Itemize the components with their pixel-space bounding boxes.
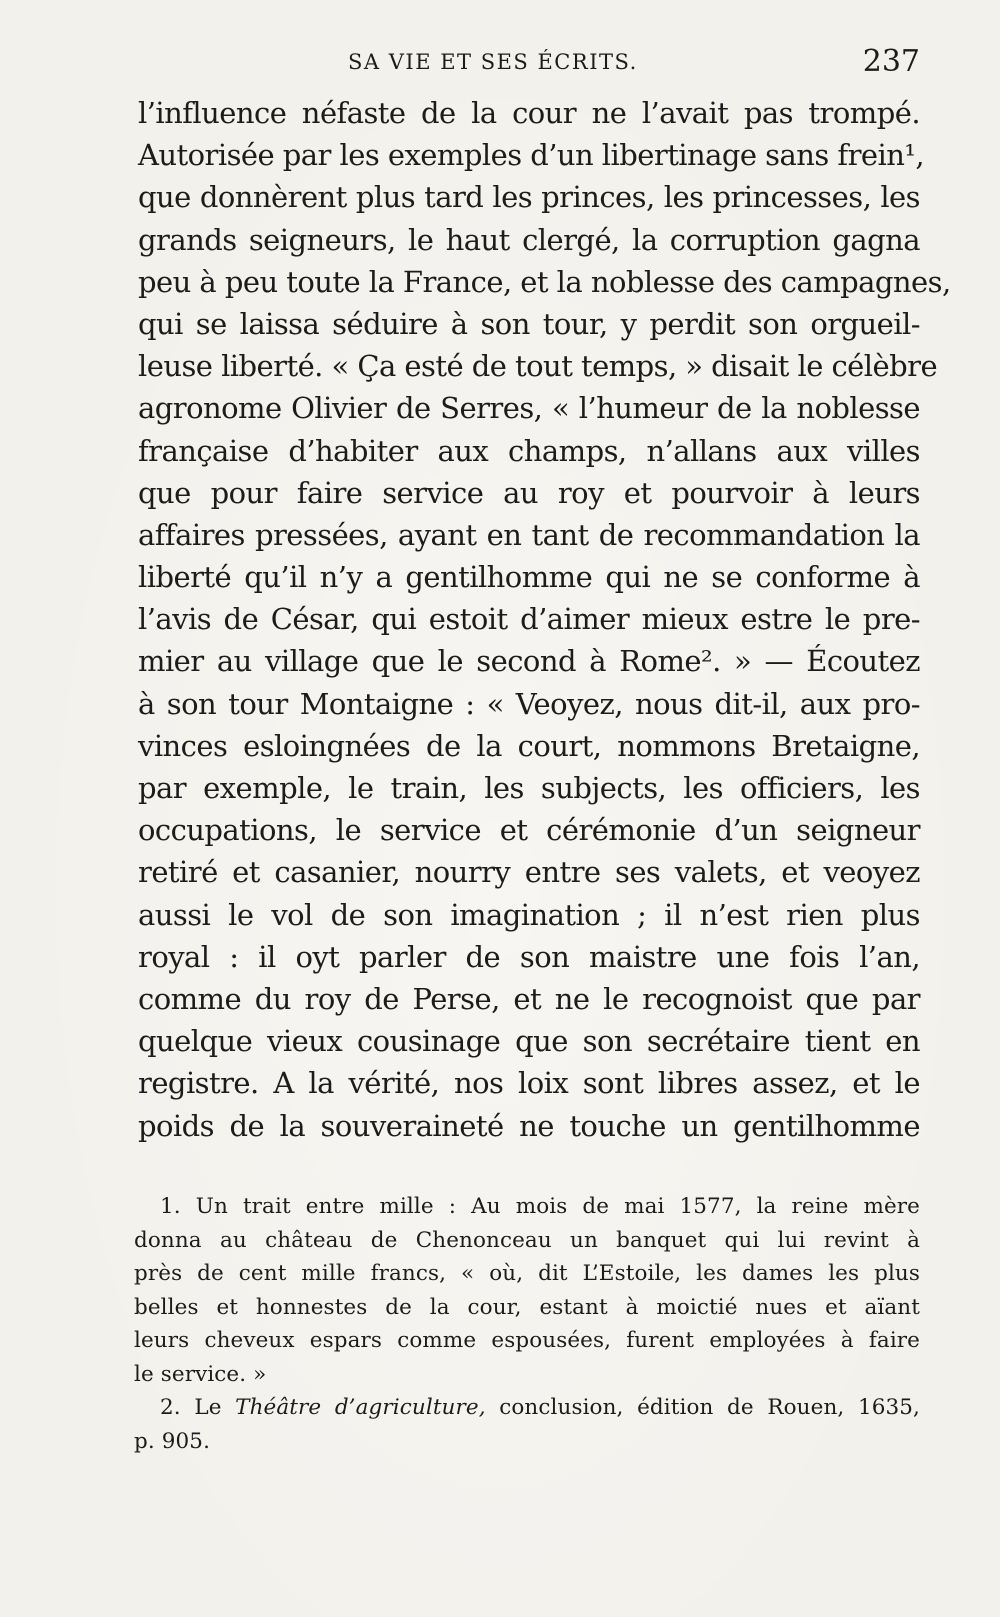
- footnote-2: [134, 1391, 920, 1458]
- body-text: [138, 92, 951, 1147]
- text-line: comme du roy de Perse, et ne le recognoist que par: [138, 981, 920, 1016]
- running-head: [138, 44, 920, 84]
- footnote-line: 1. Un trait entre mille : Au mois de mai 1577, la reine mère: [160, 1194, 920, 1219]
- footnote-2-prefix: 2. Le: [160, 1395, 236, 1420]
- running-title: SA VIE ET SES ÉCRITS.: [348, 50, 638, 74]
- text-line: grands seigneurs, le haut clergé, la corruption gagna: [138, 222, 920, 257]
- text-line: quelque vieux cousinage que son secrétaire tient en: [138, 1024, 920, 1059]
- text-line: mier au village que le second à Rome². » — Écoutez: [138, 644, 920, 679]
- text-line: Autorisée par les exemples d’un libertinage sans frein¹,: [138, 138, 925, 173]
- footnote-line: près de cent mille francs, « où, dit L’Estoile, les dames les plus: [134, 1261, 920, 1286]
- text-line: peu à peu toute la France, et la noblesse des campagnes,: [138, 264, 951, 299]
- footnote-2-rest: conclusion, édition de Rouen, 1635,: [485, 1395, 920, 1420]
- text-line: registre. A la vérité, nos loix sont libres assez, et le: [138, 1066, 920, 1101]
- footnote-line: p. 905.: [134, 1428, 211, 1454]
- text-line: leuse liberté. « Ça esté de tout temps, » disait le célèbre: [138, 349, 938, 384]
- text-line: par exemple, le train, les subjects, les officiers, les: [138, 771, 920, 805]
- page-number: 237: [862, 44, 920, 79]
- text-line: affaires pressées, ayant en tant de recommandation la: [138, 517, 920, 552]
- text-line: agronome Olivier de Serres, « l’humeur de la noblesse: [138, 391, 920, 426]
- footnote-line: le service. »: [134, 1361, 267, 1387]
- text-line: retiré et casanier, nourry entre ses valets, et veoyez: [138, 855, 920, 890]
- text-line: l’avis de César, qui estoit d’aimer mieux estre le pre-: [138, 602, 920, 637]
- footnote-line: belles et honnestes de la cour, estant à moictié nues et aïant: [134, 1294, 920, 1320]
- text-line: à son tour Montaigne : « Veoyez, nous dit-il, aux pro-: [138, 686, 920, 721]
- text-line: poids de la souveraineté ne touche un gentilhomme: [138, 1108, 920, 1143]
- text-line: qui se laissa séduire à son tour, y perdit son orgueil-: [138, 306, 920, 341]
- text-line: l’influence néfaste de la cour ne l’avait pas trompé.: [138, 96, 920, 130]
- footnote-line: donna au château de Chenonceau un banquet qui lui revint à: [134, 1227, 920, 1253]
- text-line: que pour faire service au roy et pourvoir à leurs: [138, 475, 920, 510]
- text-line: aussi le vol de son imagination ; il n’est rien plus: [138, 897, 920, 932]
- footnote-line: [134, 1391, 920, 1425]
- text-line: vinces esloingnées de la court, nommons Bretaigne,: [138, 728, 920, 763]
- text-line: occupations, le service et cérémonie d’un seigneur: [138, 813, 920, 848]
- text-line: liberté qu’il n’y a gentilhomme qui ne se conforme à: [138, 560, 920, 595]
- footnote-1: [134, 1190, 920, 1391]
- text-line: royal : il oyt parler de son maistre une fois l’an,: [138, 939, 920, 974]
- footnote-line: leurs cheveux espars comme espousées, furent employées à faire: [134, 1328, 920, 1353]
- text-line: que donnèrent plus tard les princes, les princesses, les: [138, 180, 920, 215]
- footnote-2-title: Théâtre d’agriculture,: [235, 1395, 486, 1420]
- footnotes: [134, 1190, 920, 1458]
- text-line: française d’habiter aux champs, n’allans aux villes: [138, 433, 920, 468]
